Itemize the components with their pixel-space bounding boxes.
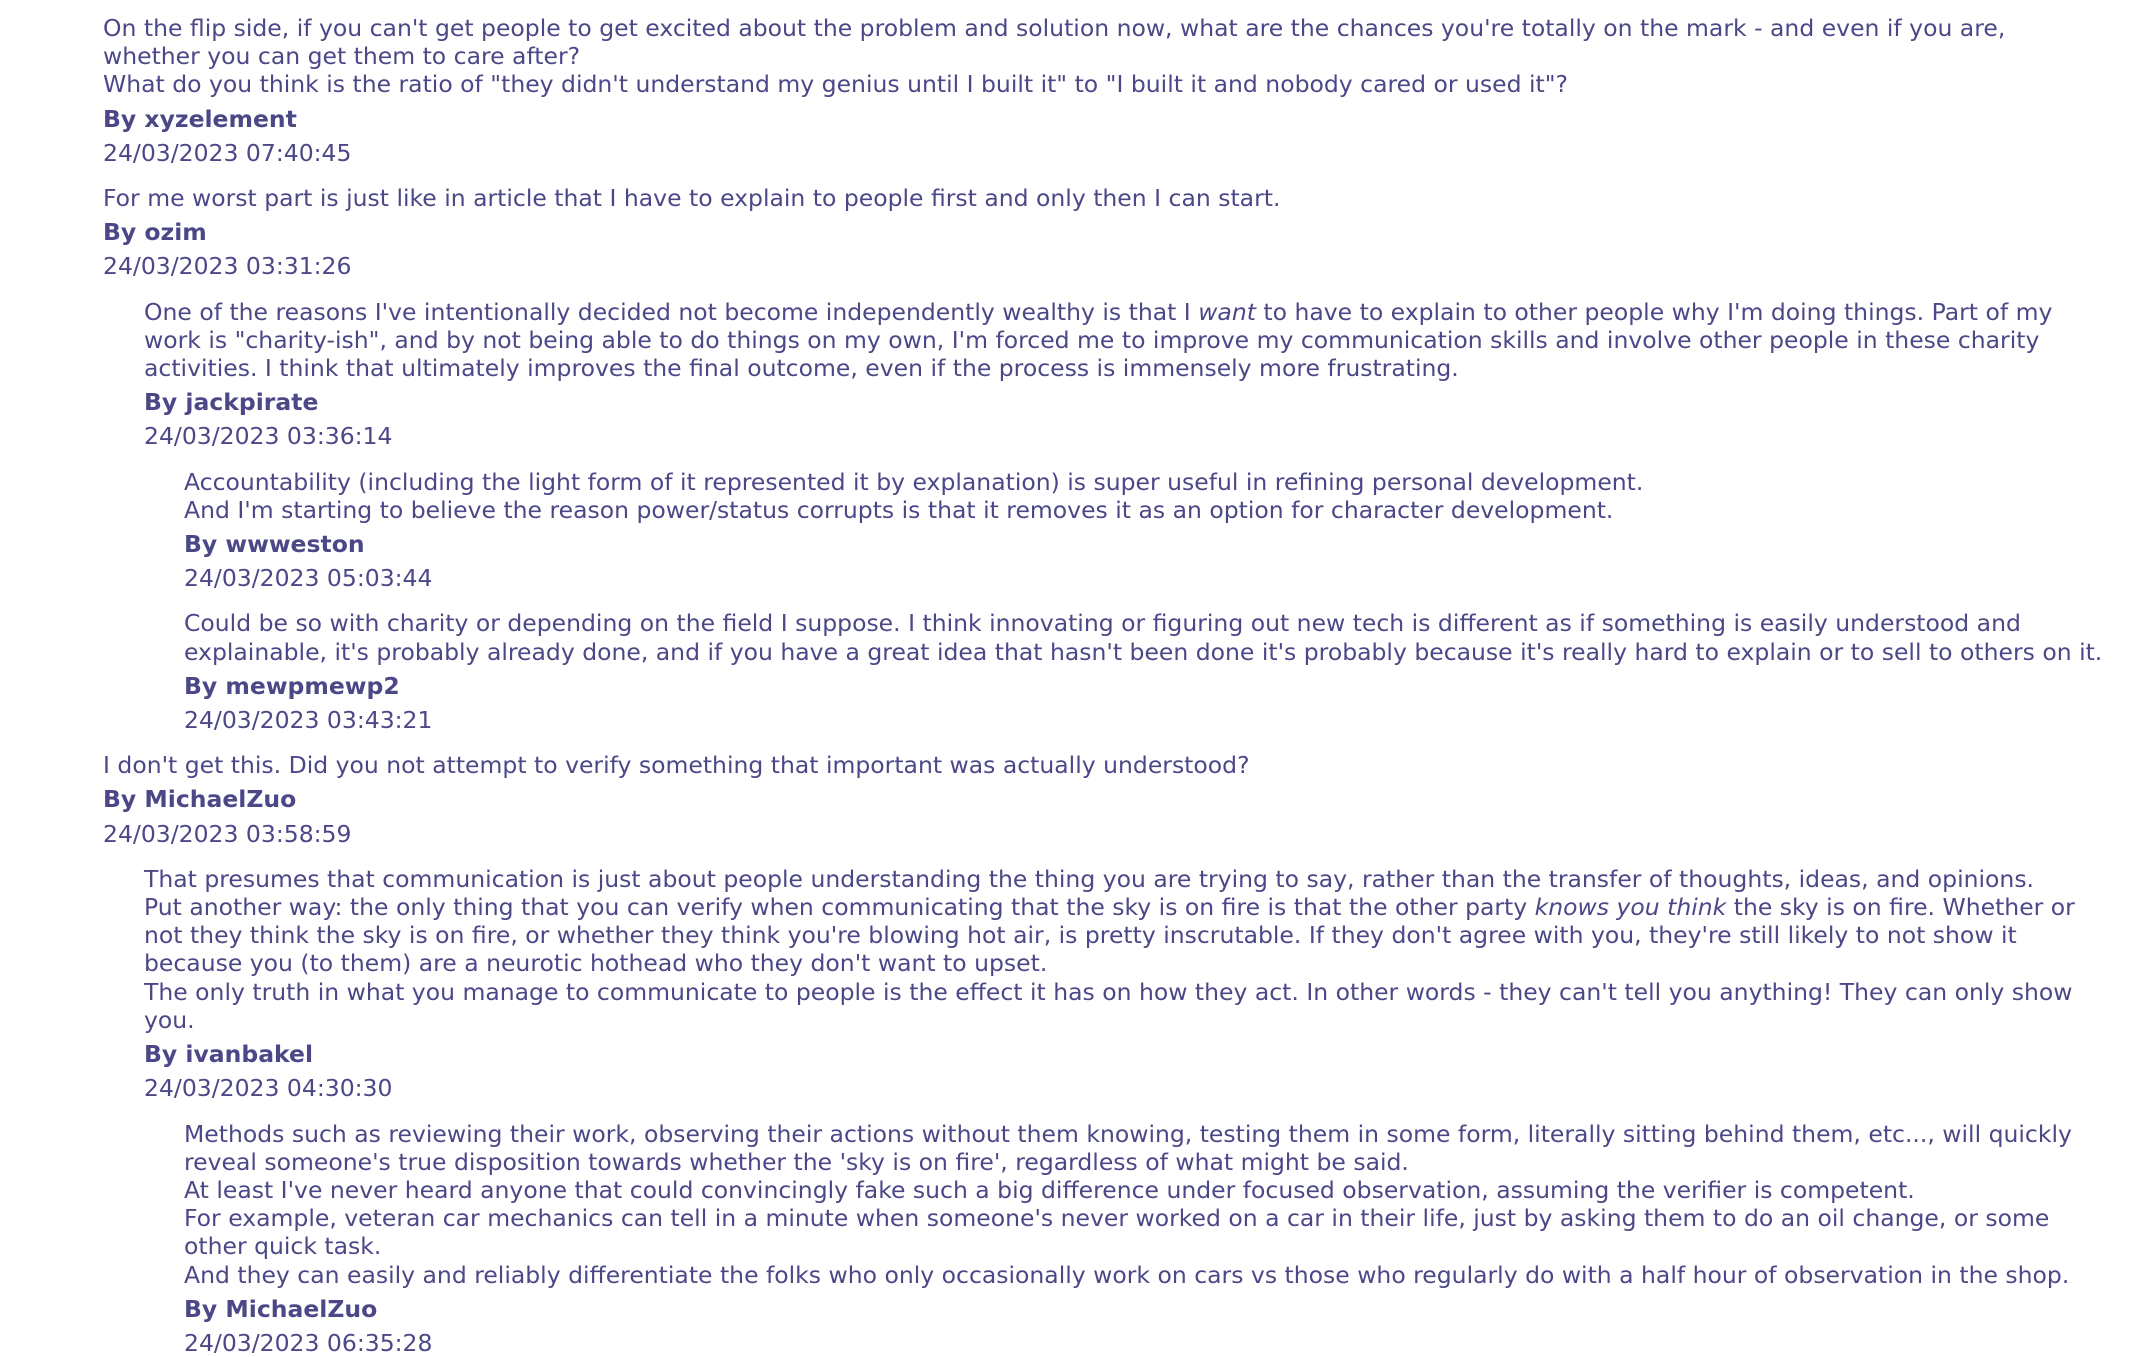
comment-text: For me worst part is just like in article that I have to explain to people first and only then I can start. (103, 184, 1280, 212)
comment-author: By wwweston (184, 530, 2109, 558)
comment-timestamp: 24/03/2023 03:43:21 (184, 706, 2109, 734)
comment-text-line (144, 865, 2089, 893)
comment-author: By ivanbakel (144, 1040, 2089, 1068)
comment-text: Could be so with charity or depending on the field I suppose. I think innovating or figuring out new tech is different as if something is easily understood and explainable, it's probably already done, and if you have a great idea that hasn't been done it's probably because it's really hard to explain or to sell to others on it. (184, 609, 2102, 665)
comment-text: The only truth in what you manage to communicate to people is the effect it has on how they act. In other words - they can't tell you anything! They can only show you. (144, 978, 2073, 1034)
comment-text-line (184, 1204, 2109, 1260)
comment-text-line (184, 496, 2109, 524)
comment-text-line (103, 751, 2083, 779)
comment-text-line (103, 184, 2083, 212)
comment-text-line (103, 70, 2083, 98)
comment-body (184, 1120, 2109, 1289)
comment-text: I don't get this. Did you not attempt to verify something that important was actually understood? (103, 751, 1250, 779)
comment-timestamp: 24/03/2023 03:36:14 (144, 422, 2089, 450)
comment-author: By MichaelZuo (103, 785, 2083, 813)
comment-text: One of the reasons I've intentionally decided not become independently wealthy is that I (144, 298, 1198, 326)
comment-body (103, 14, 2083, 99)
comment-text-line (184, 468, 2109, 496)
comment-item (0, 1120, 2109, 1357)
emphasized-text: want (1198, 298, 1256, 326)
comment-author: By ozim (103, 218, 2083, 246)
comment-timestamp: 24/03/2023 05:03:44 (184, 564, 2109, 592)
comment-item (0, 14, 2083, 167)
comment-text-line (144, 893, 2089, 978)
comment-text: Methods such as reviewing their work, observing their actions without them knowing, testing them in some form, literally sitting behind them, etc..., will quickly reveal someone's true disposition towards whether the 'sky is on fire', regardless of what might be said. (184, 1120, 2072, 1176)
comment-text-line (144, 298, 2089, 383)
comment-timestamp: 24/03/2023 04:30:30 (144, 1074, 2089, 1102)
comment-text: What do you think is the ratio of "they didn't understand my genius until I built it" to "I built it and nobody cared or used it"? (103, 70, 1568, 98)
comment-timestamp: 24/03/2023 06:35:28 (184, 1329, 2109, 1357)
comment-item (0, 298, 2089, 451)
comment-timestamp: 24/03/2023 07:40:45 (103, 139, 2083, 167)
comment-item (0, 609, 2109, 734)
comment-text-line (103, 14, 2083, 70)
comment-text-line (184, 1261, 2109, 1289)
comment-text: the sky is on fire. Whether or not they think the sky is on fire, or whether they think you're blowing hot air, is pretty inscrutable. If they don't agree with you, they're still likely to not show it because you (to them) are a neurotic hothead who they don't want to upset. (144, 893, 2075, 977)
comment-text-line (184, 609, 2109, 665)
comment-timestamp: 24/03/2023 03:58:59 (103, 820, 2083, 848)
comment-text-line (184, 1176, 2109, 1204)
comment-author: By MichaelZuo (184, 1295, 2109, 1323)
comment-author: By mewpmewp2 (184, 672, 2109, 700)
comment-text-line (144, 978, 2089, 1034)
comment-body (144, 865, 2089, 1034)
comment-text: That presumes that communication is just about people understanding the thing you are trying to say, rather than the transfer of thoughts, ideas, and opinions. (144, 865, 2034, 893)
comment-body (103, 184, 2083, 212)
comment-item (0, 751, 2083, 848)
comment-item (0, 865, 2089, 1103)
comment-item (0, 468, 2109, 593)
comment-text: On the flip side, if you can't get people to get excited about the problem and solution now, what are the chances you're totally on the mark - and even if you are, whether you can get them to care after? (103, 14, 2005, 70)
comment-body (103, 751, 2083, 779)
comment-text: Accountability (including the light form of it represented it by explanation) is super useful in refining personal development. (184, 468, 1643, 496)
comment-body (144, 298, 2089, 383)
comment-author: By jackpirate (144, 388, 2089, 416)
comment-text: For example, veteran car mechanics can tell in a minute when someone's never worked on a car in their life, just by asking them to do an oil change, or some other quick task. (184, 1204, 2049, 1260)
comment-text: At least I've never heard anyone that could convincingly fake such a big difference under focused observation, assuming the verifier is competent. (184, 1176, 1915, 1204)
comment-text: And I'm starting to believe the reason power/status corrupts is that it removes it as an option for character development. (184, 496, 1613, 524)
comment-text-line (184, 1120, 2109, 1176)
emphasized-text: knows you think (1535, 893, 1727, 921)
comment-text: And they can easily and reliably differentiate the folks who only occasionally work on cars vs those who regularly do with a half hour of observation in the shop. (184, 1261, 2069, 1289)
comment-text: to have to explain to other people why I'm doing things. Part of my work is "charity-ish", and by not being able to do things on my own, I'm forced me to improve my communication skills and involve other people in these charity activities. I think that ultimately improves the final outcome, even if the process is immensely more frustrating. (144, 298, 2052, 382)
comment-timestamp: 24/03/2023 03:31:26 (103, 252, 2083, 280)
comment-body (184, 609, 2109, 665)
comment-item (0, 184, 2083, 281)
comment-body (184, 468, 2109, 524)
comment-thread (0, 14, 2150, 1357)
comment-text: Put another way: the only thing that you can verify when communicating that the sky is on fire is that the other party (144, 893, 1535, 921)
comment-author: By xyzelement (103, 105, 2083, 133)
